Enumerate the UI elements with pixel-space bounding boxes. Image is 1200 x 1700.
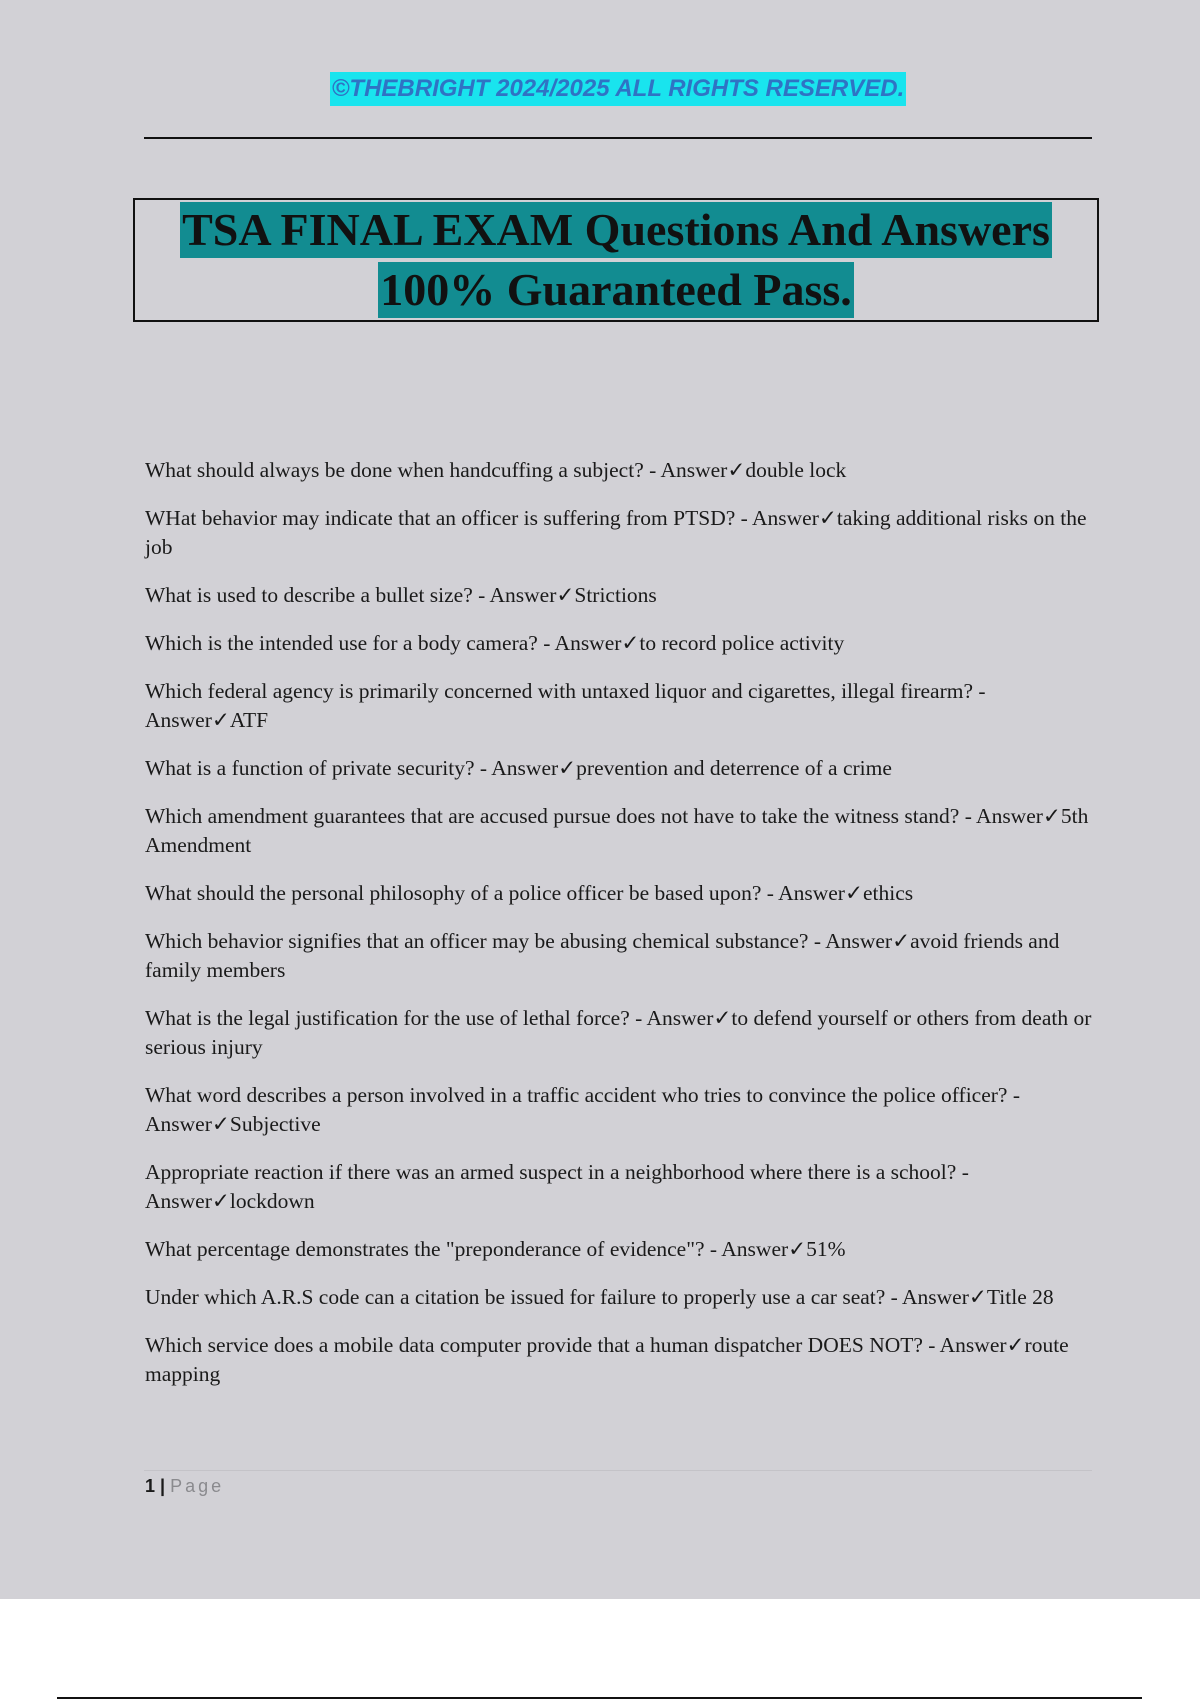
next-page-header-divider	[57, 1697, 1142, 1699]
question-answer-list	[145, 456, 1095, 1408]
header-divider	[144, 137, 1092, 139]
qa-item: What should the personal philosophy of a police officer be based upon? - Answer✓ethics	[145, 881, 914, 905]
qa-item: What is a function of private security? - Answer✓prevention and deterrence of a crime	[145, 756, 892, 780]
qa-item: Which behavior signifies that an officer may be abusing chemical substance? - Answer✓avoid friends and family members	[145, 929, 1060, 982]
qa-item: Which is the intended use for a body camera? - Answer✓to record police activity	[145, 631, 845, 655]
qa-item: What is the legal justification for the use of lethal force? - Answer✓to defend yourself or others from death or serious injury	[145, 1006, 1092, 1059]
qa-item: What percentage demonstrates the "preponderance of evidence"? - Answer✓51%	[145, 1237, 846, 1261]
document-title-line-1: TSA FINAL EXAM Questions And Answers	[180, 202, 1052, 258]
qa-item: WHat behavior may indicate that an officer is suffering from PTSD? - Answer✓taking additional risks on the job	[145, 506, 1087, 559]
qa-item: What should always be done when handcuffing a subject? - Answer✓double lock	[145, 458, 847, 482]
qa-item: What is used to describe a bullet size? - Answer✓Strictions	[145, 583, 657, 607]
page-header	[0, 72, 1200, 106]
qa-item: Which amendment guarantees that are accused pursue does not have to take the witness stand? - Answer✓5th Amendment	[145, 804, 1089, 857]
qa-item: Which federal agency is primarily concerned with untaxed liquor and cigarettes, illegal firearm? - Answer✓ATF	[145, 679, 986, 732]
page-footer	[145, 1474, 224, 1498]
qa-item: What word describes a person involved in a traffic accident who tries to convince the police officer? - Answer✓Subjective	[145, 1083, 1020, 1136]
copyright-notice: ©THEBRIGHT 2024/2025 ALL RIGHTS RESERVED.	[330, 72, 907, 106]
footer-divider	[144, 1470, 1092, 1471]
document-title-line-2: 100% Guaranteed Pass.	[378, 262, 854, 318]
page-label: Page	[170, 1476, 225, 1496]
qa-item: Which service does a mobile data computer provide that a human dispatcher DOES NOT? - Answer✓route mapping	[145, 1333, 1069, 1386]
page-number: 1	[145, 1476, 156, 1496]
qa-item: Under which A.R.S code can a citation be issued for failure to properly use a car seat? - Answer✓Title 28	[145, 1285, 1054, 1309]
qa-item: Appropriate reaction if there was an armed suspect in a neighborhood where there is a school? - Answer✓lockdown	[145, 1160, 969, 1213]
document-title-box	[133, 198, 1099, 322]
footer-separator: |	[160, 1476, 166, 1496]
